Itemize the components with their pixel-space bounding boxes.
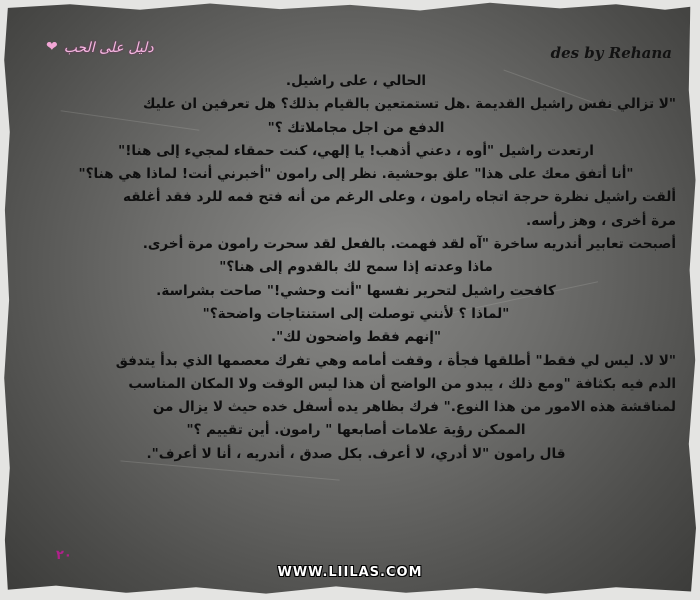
story-line: ألقت راشيل نظرة حرجة اتجاه رامون ، وعلى الرغم من أنه فتح فمه للرد فقد أغلقه [123, 189, 676, 206]
story-line: أصبحت تعابير أندريه ساخرة "آه لقد فهمت. بالفعل لقد سحرت رامون مرة أخرى. [142, 236, 676, 253]
story-text-block [36, 70, 676, 466]
frame-edge-left [0, 0, 14, 600]
heart-icon: ❤ [46, 40, 58, 55]
story-line: الحالي ، على راشيل. [285, 73, 427, 89]
story-line: كافحت راشيل لتحرير نفسها "أنت وحشي!" صاحت بشراسة. [156, 282, 556, 299]
story-line: الممكن رؤية علامات أصابعها " رامون. أين تقييم ؟" [186, 422, 526, 439]
story-line: "إنهم فقط واضحون لك". [270, 329, 442, 346]
story-line: الدفع من اجل مجاملاتك ؟" [267, 119, 445, 136]
story-line: مرة أخرى ، وهز رأسه. [526, 212, 676, 229]
story-line: "أنا أتفق معك على هذا" علق بوحشية. نظر إلى رامون "أخبرني أنت! لماذا هي هنا؟" [78, 166, 634, 183]
frame-edge-bottom [0, 584, 700, 600]
designer-credit: des by Rehana [550, 44, 672, 62]
website-watermark: WWW.LIILAS.COM [277, 565, 423, 580]
story-line: ماذا وعدته إذا سمح لك بالقدوم إلى هنا؟" [219, 259, 493, 276]
story-line: "لا لا. ليس لي فقط" أطلقها فجأة ، وقفت أمامه وهي تفرك معصمها الذي بدأ يتدفق [115, 352, 676, 369]
story-line: "لماذا ؟ لأنني توصلت إلى استنتاجات واضحة؟" [202, 305, 510, 322]
story-line: قال رامون "لا أدري، لا أعرف. بكل صدق ، أندريه ، أنا لا أعرف". [146, 445, 566, 462]
heart-tagline [46, 40, 154, 56]
story-line: ارتعدت راشيل "أوه ، دعني أذهب! يا إلهي، كنت حمقاء لمجيء إلى هنا!" [118, 142, 594, 159]
frame-edge-top [0, 0, 700, 14]
story-line: الدم فيه بكثافة "ومع ذلك ، يبدو من الواضح أن هذا ليس الوقت ولا المكان المناسب [128, 375, 676, 392]
story-line: لمناقشة هذه الامور من هذا النوع." فرك بظاهر يده أسفل خده حيث لا يزال من [152, 399, 676, 416]
page-number: ٢٠ [56, 548, 72, 563]
heart-tagline-text: دليل على الحب [63, 40, 154, 56]
story-line: "لا تزالي نفس راشيل القديمة .هل تستمتعين بالقيام بذلك؟ هل تعرفين ان عليك [143, 96, 676, 113]
frame-edge-right [684, 0, 700, 600]
